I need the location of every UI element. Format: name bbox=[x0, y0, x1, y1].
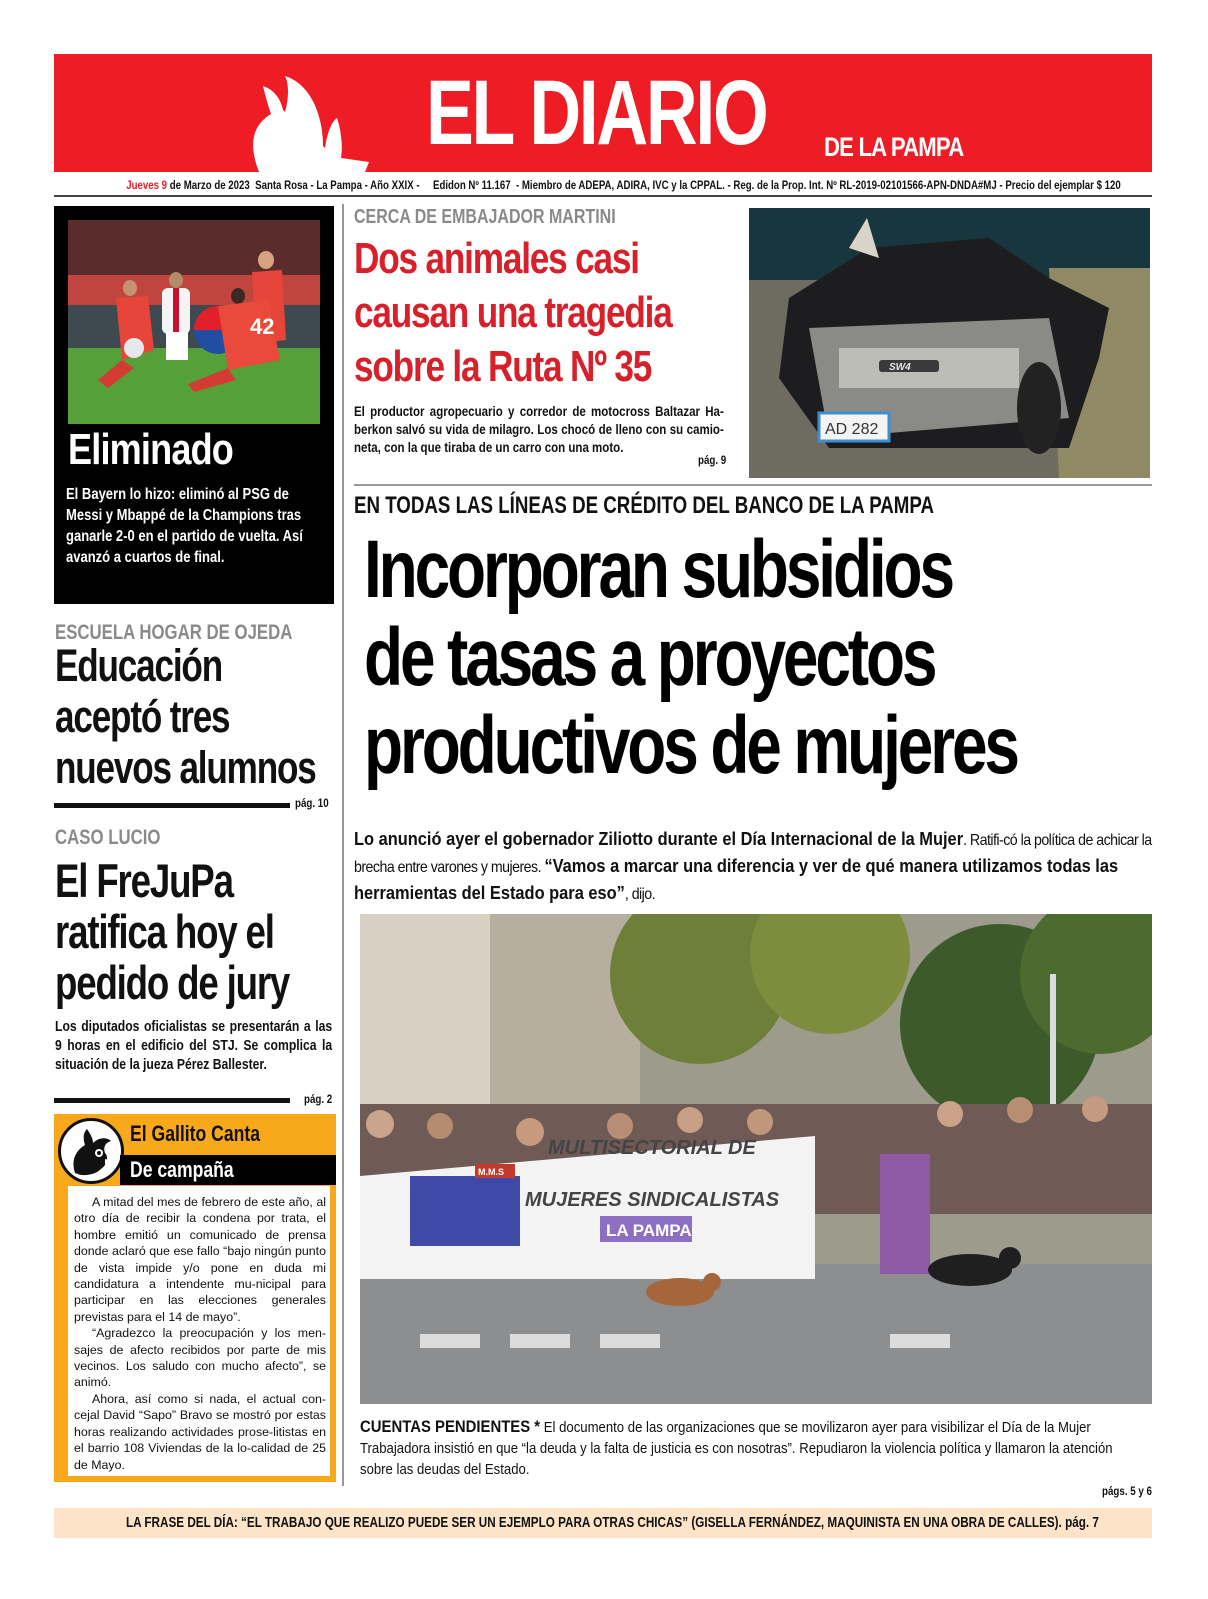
lucio-summary: Los diputados oficialistas se presentarán a las 9 horas en el edificio del STJ. Se complica la situación de la jueza Pérez Ballester. bbox=[55, 1019, 333, 1073]
column-divider bbox=[342, 204, 344, 1486]
gallito-section-title: El Gallito Canta bbox=[130, 1121, 261, 1146]
accident-headline[interactable] bbox=[354, 232, 672, 394]
lucio-kicker: CASO LUCIO bbox=[55, 826, 161, 849]
gallito-title: De campaña bbox=[130, 1157, 234, 1182]
sports-summary: El Bayern lo hizo: eliminó al PSG de Messi y Mbappé de la Champions tras ganarle 2-0 en el partido de vuelta. Así avanzó a cuartos de final. bbox=[66, 486, 303, 566]
headline-line: Dos animales casi bbox=[354, 234, 639, 283]
lead-quote: “Vamos a marcar una diferencia y ver de qué manera utilizamos todas las herramientas del Estado para eso” bbox=[354, 855, 1119, 903]
gallito-paragraph: Ahora, así como si nada, el actual con-cejal David “Sapo” Bravo se mostró por estas horas realizando actividades prose-litistas en el barrio 108 Viviendas de la lo-calidad de 25 de Mayo. bbox=[74, 1391, 326, 1472]
photo-badge: SW4 bbox=[889, 362, 911, 373]
dateline bbox=[54, 175, 1152, 197]
gallito-rooster-icon bbox=[58, 1118, 124, 1184]
headline-line: El FreJuPa bbox=[55, 854, 233, 907]
gallito-body bbox=[68, 1186, 330, 1476]
gallito-paragraph: A mitad del mes de febrero de este año, al otro día de recibir la condena por trata, el hombre emitió un comunicado de prensa donde aclaró que ese fallo “bajo ningún punto de vista impide y/o pone en duda mi candidatura a intendente mu-nicipal para participar en las elecciones generales previstas para el 14 de mayo”. bbox=[74, 1195, 326, 1324]
accident-kicker: CERCA DE EMBAJADOR MARTINI bbox=[354, 206, 616, 228]
headline-line: pedido de jury bbox=[55, 956, 290, 1009]
dateline-edition: Edidon Nº 11.167 bbox=[432, 180, 511, 192]
headline-line: causan una tragedia bbox=[354, 288, 672, 337]
education-headline[interactable] bbox=[55, 640, 316, 793]
crashed-truck-photo bbox=[749, 208, 1150, 478]
gallito-column[interactable] bbox=[54, 1114, 336, 1482]
headline-line: Incorporan subsidios bbox=[364, 524, 952, 615]
accident-page-ref: pág. 9 bbox=[698, 455, 727, 467]
lucio-page-ref: pág. 2 bbox=[304, 1094, 333, 1106]
newspaper-logo: EL DIARIO bbox=[426, 62, 767, 164]
dateline-registry: Reg. de la Prop. Int. Nº RL-2019-02101566-APN-DNDA#MJ - bbox=[733, 180, 1003, 192]
lead-bold: Lo anunció ayer el gobernador Ziliotto durante el Día Internacional de la Mujer bbox=[354, 828, 964, 849]
photo-caption bbox=[360, 1416, 1148, 1480]
main-kicker: EN TODAS LAS LÍNEAS DE CRÉDITO DEL BANCO DE LA PAMPA bbox=[354, 492, 935, 519]
divider-rule bbox=[54, 1098, 290, 1103]
dateline-members: - Miembro de ADEPA, ADIRA, IVC y la CPPAL. - bbox=[515, 180, 731, 192]
banner-badge: M.M.S bbox=[478, 1167, 504, 1177]
dateline-date: de Marzo de 2023 bbox=[169, 180, 250, 192]
headline-line: productivos de mujeres bbox=[364, 700, 1017, 791]
gallito-title-bar bbox=[120, 1155, 336, 1185]
lead-text: , dijo. bbox=[624, 886, 656, 903]
education-kicker: ESCUELA HOGAR DE OJEDA bbox=[55, 621, 293, 644]
womens-march-photo bbox=[360, 914, 1152, 1404]
headline-line: nuevos alumnos bbox=[55, 742, 316, 793]
gallito-paragraph: “Agradezco la preocupación y los men-sajes de afecto recibidos por parte de mis vecinos. Los saludo con mucho afecto”, se animó. bbox=[74, 1326, 326, 1390]
lead-text: . Ratifi-có la política de achicar la brecha entre varones y mujeres. bbox=[354, 832, 1152, 876]
banner-line-2: MUJERES SINDICALISTAS bbox=[525, 1189, 780, 1211]
phrase-text: LA FRASE DEL DÍA: “EL TRABAJO QUE REALIZO PUEDE SER UN EJEMPLO PARA OTRAS CHICAS” (GISELLA FERNÁNDEZ, MAQUINISTA EN UNA OBRA DE CALLES). pág. 7 bbox=[126, 1514, 1099, 1531]
caption-label: CUENTAS PENDIENTES * bbox=[360, 1417, 541, 1436]
license-plate: AD 282 bbox=[825, 421, 879, 438]
divider-rule bbox=[54, 803, 290, 808]
main-page-ref: págs. 5 y 6 bbox=[1102, 1486, 1152, 1498]
headline-line: ratifica hoy el bbox=[55, 905, 274, 958]
lucio-headline[interactable] bbox=[55, 855, 289, 1008]
dateline-price: Precio del ejemplar $ 120 bbox=[1005, 180, 1121, 192]
accident-summary: El productor agropecuario y corredor de motocross Baltazar Ha-berkon salvó su vida de milagro. Los chocó de lleno con su camio-neta, con la que tiraba de un carro con una moto. bbox=[354, 404, 724, 455]
section-divider bbox=[354, 484, 1152, 486]
headline-line: de tasas a proyectos bbox=[364, 612, 935, 703]
masthead bbox=[54, 54, 1152, 172]
caption-text: El documento de las organizaciones que se movilizaron ayer para visibilizar el Día de la Mujer Trabajadora insistió en que “la deuda y la falta de justicia es con nosotras”. Repudiaron la violencia política y llamaron la atención sobre las deudas del Estado. bbox=[360, 1419, 1113, 1478]
headline-line: Educación bbox=[55, 640, 222, 691]
main-headline[interactable] bbox=[364, 526, 1017, 790]
sports-story[interactable] bbox=[54, 206, 334, 604]
dateline-place: Santa Rosa - La Pampa - Año XXIX - bbox=[255, 180, 420, 192]
phrase-of-the-day bbox=[54, 1508, 1152, 1538]
svg-text:42: 42 bbox=[250, 314, 275, 339]
newspaper-logo-subtitle: DE LA PAMPA bbox=[824, 132, 964, 162]
banner-line-1: MULTISECTORIAL DE bbox=[548, 1137, 756, 1159]
sports-headline: Eliminado bbox=[68, 425, 234, 474]
dateline-day: Jueves 9 bbox=[126, 180, 168, 192]
rooster-icon bbox=[219, 76, 419, 172]
main-lead bbox=[354, 826, 1152, 907]
headline-line: aceptó tres bbox=[55, 691, 230, 742]
education-page-ref: pág. 10 bbox=[295, 798, 329, 810]
headline-line: sobre la Ruta Nº 35 bbox=[354, 342, 652, 391]
football-match-photo bbox=[68, 220, 320, 424]
banner-line-3: LA PAMPA bbox=[606, 1221, 692, 1240]
